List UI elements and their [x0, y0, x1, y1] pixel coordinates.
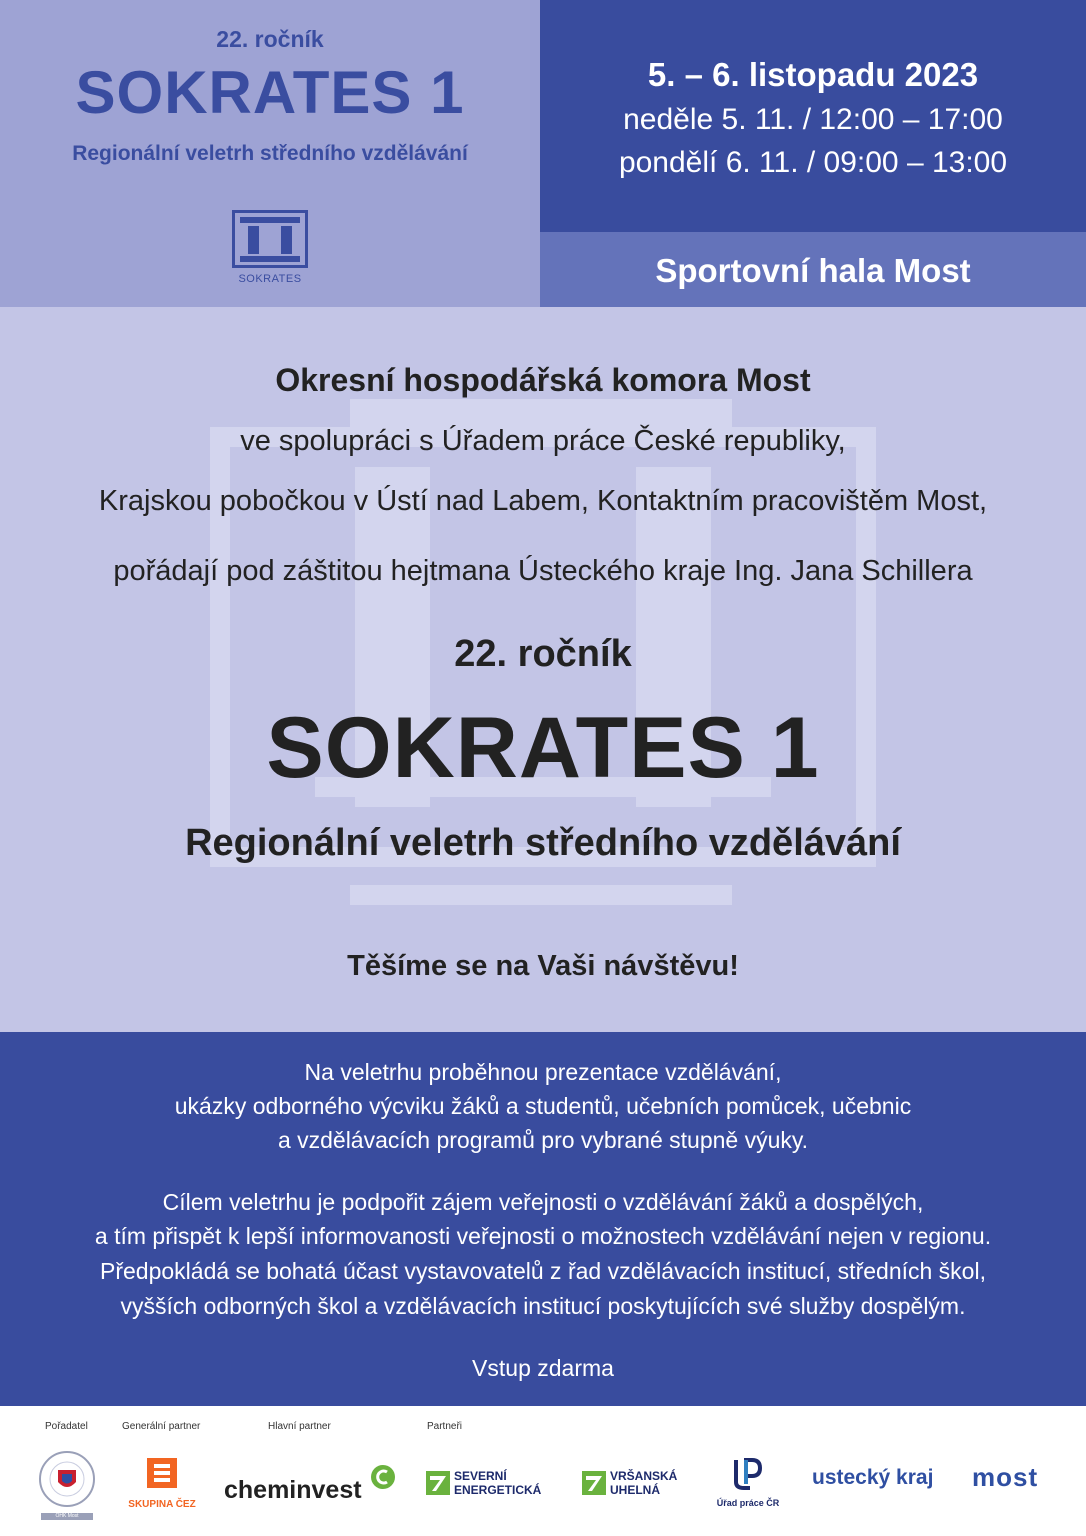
ustecky-kraj-logo: ustecký kraj [812, 1466, 934, 1489]
severni-text-2: ENERGETICKÁ [454, 1483, 542, 1497]
event-day-2: pondělí 6. 11. / 09:00 – 13:00 [618, 146, 1008, 179]
label-partners: Partneři [427, 1421, 463, 1432]
info-para1-line: a vzdělávacích programů pro vybrané stupně výuky. [277, 1127, 809, 1153]
header-left-panel [0, 0, 540, 307]
ohk-most-logo [38, 1450, 96, 1518]
ohk-logo-text: OHK Most [41, 1513, 93, 1520]
most-city-logo: most [972, 1462, 1039, 1492]
vrsanska-icon [582, 1471, 606, 1495]
info-para1-line: ukázky odborného výcviku žáků a studentů, učebních pomůcek, učebnic [174, 1093, 912, 1119]
event-day-1: neděle 5. 11. / 12:00 – 17:00 [623, 103, 1003, 136]
main-title: SOKRATES 1 [266, 700, 820, 796]
cheminvest-logo-text: cheminvest [224, 1476, 362, 1504]
vrsanska-text-2: UHELNÁ [610, 1483, 660, 1497]
entry-note: Vstup zdarma [472, 1355, 614, 1381]
label-main-partner: Hlavní partner [268, 1421, 331, 1432]
label-general-partner: Generální partner [122, 1421, 201, 1432]
vrsanska-text-1: VRŠANSKÁ [610, 1469, 678, 1483]
sokrates-logo [232, 210, 308, 285]
branch-line: Krajskou pobočkou v Ústí nad Labem, Kontaktním pracovištěm Most, [98, 485, 988, 517]
sokrates-logo-icon [232, 210, 308, 268]
cez-logo [124, 1458, 200, 1508]
info-para1-line: Na veletrhu proběhnou prezentace vzdělávání, [304, 1059, 782, 1085]
cez-icon [147, 1458, 177, 1488]
header-venue-panel [540, 232, 1086, 307]
main-edition: 22. ročník [454, 633, 632, 675]
cooperation-line: ve spolupráci s Úřadem práce České republiky, [240, 425, 846, 457]
main-subtitle: Regionální veletrh středního vzdělávání [185, 822, 901, 864]
welcome-text: Těšíme se na Vaši návštěvu! [347, 950, 739, 982]
info-para2-line: vyšších odborných škol a vzdělávacích institucí poskytujících své služby dospělým. [120, 1293, 966, 1319]
main-section [0, 307, 1086, 1032]
urad-prace-icon [730, 1456, 766, 1492]
cez-logo-text: SKUPINA ČEZ [128, 1499, 196, 1510]
event-dates: 5. – 6. listopadu 2023 [647, 56, 979, 93]
severni-icon [426, 1471, 450, 1495]
info-para2-line: Cílem veletrhu je podpořit zájem veřejnosti o vzdělávání žáků a dospělých, [162, 1189, 924, 1215]
header-subtitle: Regionální veletrh středního vzdělávání [72, 142, 468, 165]
info-para2-line: a tím přispět k lepší informovanosti veřejnosti o možnostech vzdělávání nejen v regionu. [94, 1223, 992, 1249]
urad-prace-logo [708, 1456, 788, 1510]
vrsanska-uhelna-logo [582, 1468, 694, 1498]
info-para2-line: Předpokládá se bohatá účast vystavovatelů z řad vzdělávacích institucí, středních škol, [100, 1258, 986, 1284]
partners-section [0, 1406, 1086, 1536]
sokrates-logo-text: SOKRATES [238, 273, 302, 285]
event-venue: Sportovní hala Most [655, 252, 971, 289]
header-dates-panel [540, 0, 1086, 232]
organizer-name: Okresní hospodářská komora Most [275, 362, 811, 398]
header-edition: 22. ročník [216, 26, 324, 52]
info-section [0, 1032, 1086, 1406]
severni-text-1: SEVERNÍ [454, 1469, 507, 1483]
cheminvest-logo [224, 1464, 399, 1508]
urad-prace-text: Úřad práce ČR [716, 1498, 780, 1508]
cheminvest-c-icon [370, 1464, 396, 1490]
header-title: SOKRATES 1 [75, 59, 465, 126]
patronage-line: pořádají pod záštitou hejtmana Ústeckého kraje Ing. Jana Schillera [113, 555, 973, 587]
label-organizer: Pořadatel [45, 1421, 88, 1432]
ohk-seal-icon [38, 1450, 96, 1508]
severni-energeticka-logo [426, 1468, 556, 1498]
